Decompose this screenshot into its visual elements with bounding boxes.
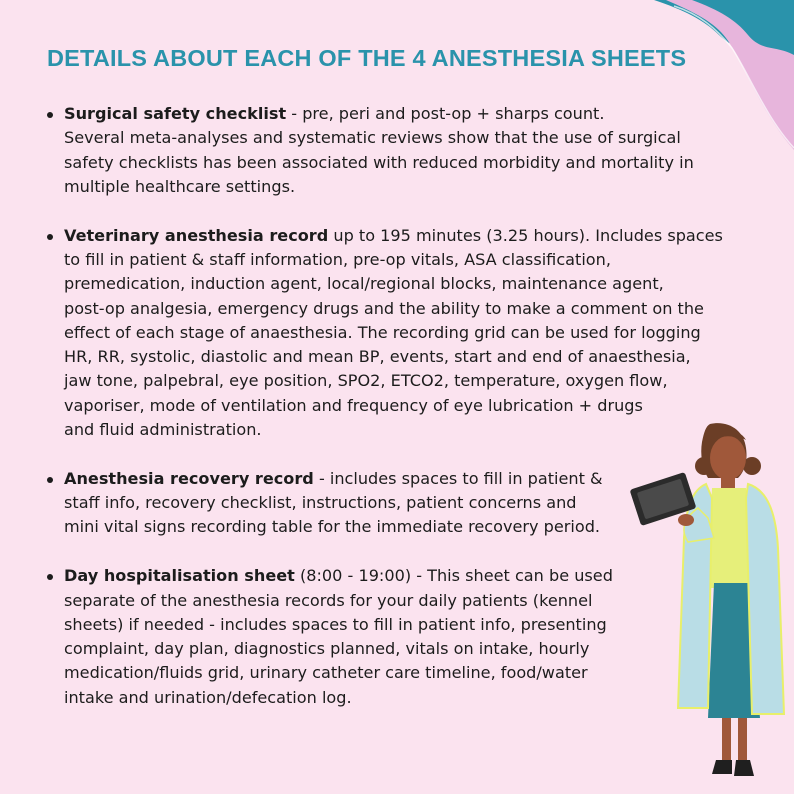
item-text: (8:00 - 19:00) - This sheet can be used — [294, 566, 613, 586]
list-item-surgical-safety-checklist — [40, 102, 755, 199]
item-text: jaw tone, palpebral, eye position, SPO2, ETCO2, temperature, oxygen flow, — [64, 371, 668, 391]
item-text: to fill in patient & staff information, pre-op vitals, ASA classification, — [64, 249, 611, 269]
item-text: mini vital signs recording table for the immediate recovery period. — [64, 517, 601, 537]
item-heading: Day hospitalisation sheet — [64, 566, 295, 586]
item-heading: Surgical safety checklist — [64, 104, 287, 123]
item-first-line — [64, 224, 755, 248]
item-heading: Veterinary anesthesia record — [64, 225, 329, 245]
item-text: intake and urination/defecation log. — [64, 687, 352, 707]
item-text: - pre, peri and post-op + sharps count. — [286, 104, 605, 123]
item-text: separate of the anesthesia records for your daily patients (kennel — [64, 590, 593, 610]
item-text: complaint, day plan, diagnostics planned, vitals on intake, hourly — [64, 639, 590, 659]
item-first-line — [64, 102, 755, 126]
page-title: DETAILS ABOUT EACH OF THE 4 ANESTHESIA SHEETS — [47, 45, 687, 71]
veterinarian-with-clipboard-icon — [628, 418, 794, 794]
list-item-veterinary-anesthesia-record — [40, 224, 755, 443]
item-text: - includes spaces to fill in patient & — [313, 468, 603, 488]
item-text: Several meta-analyses and systematic reviews show that the use of surgical — [64, 128, 681, 148]
item-text: vaporiser, mode of ventilation and frequency of eye lubrication + drugs — [64, 395, 643, 415]
item-text: premedication, induction agent, local/regional blocks, maintenance agent, — [64, 274, 664, 294]
item-text: HR, RR, systolic, diastolic and mean BP, events, start and end of anaesthesia, — [64, 347, 691, 367]
item-text: safety checklists has been associated with reduced morbidity and mortality in — [64, 152, 694, 172]
item-text: post-op analgesia, emergency drugs and the ability to make a comment on the — [64, 298, 704, 318]
item-heading: Anesthesia recovery record — [64, 468, 314, 488]
item-text: and fluid administration. — [64, 420, 262, 440]
item-text: up to 195 minutes (3.25 hours). Includes spaces — [328, 225, 723, 245]
item-text: multiple healthcare settings. — [64, 176, 296, 196]
item-text: sheets) if needed - includes spaces to fill in patient info, presenting — [64, 614, 607, 634]
item-text: staff info, recovery checklist, instructions, patient concerns and — [64, 493, 577, 513]
item-text: effect of each stage of anaesthesia. The recording grid can be used for logging — [64, 322, 701, 342]
item-text: medication/fluids grid, urinary catheter care timeline, food/water — [64, 663, 588, 683]
